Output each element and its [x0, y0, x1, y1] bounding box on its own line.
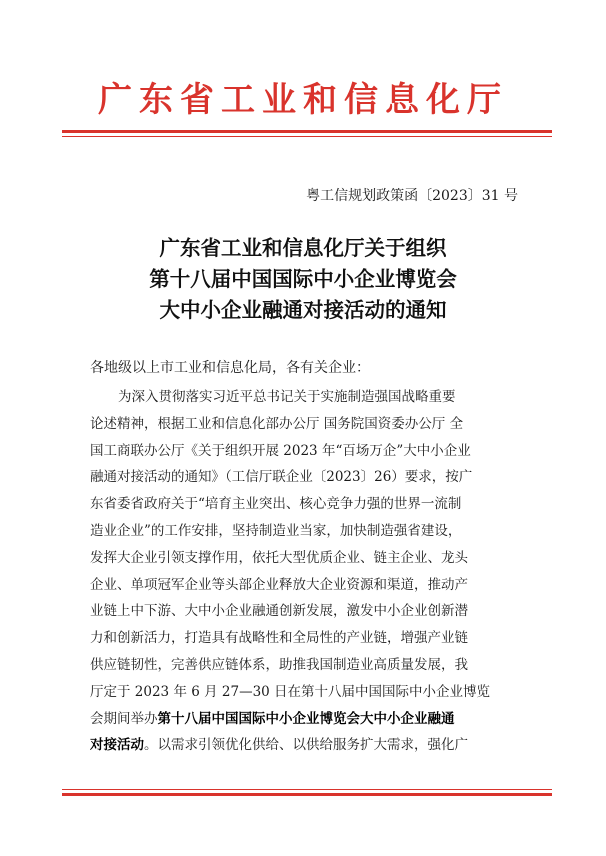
organization-header: 广东省工业和信息化厅 — [98, 80, 508, 120]
header-rule-thick — [62, 130, 552, 133]
event-name-bold: 对接活动 — [90, 737, 144, 754]
body-line: 业链上中下游、大中小企业融通创新发展，激发中小企业创新潜 — [90, 603, 468, 620]
body-line: 发挥大企业引领支撑作用，依托大型优质企业、链主企业、龙头 — [90, 549, 468, 566]
body-line: 企业、单项冠军企业等头部企业释放大企业资源和渠道，推动产 — [90, 576, 468, 593]
salutation: 各地级以上市工业和信息化局，各有关企业： — [90, 360, 370, 376]
body-text-segment: 会期间举办 — [90, 710, 158, 727]
footer-rule-thin — [62, 789, 552, 790]
body-line: 论述精神，根据工业和信息化部办公厅 国务院国资委办公厅 全 — [90, 415, 464, 432]
title-line: 广东省工业和信息化厅关于组织 — [159, 236, 447, 260]
body-line: 融通对接活动的通知》（工信厅联企业〔2023〕26）要求，按广 — [90, 469, 473, 486]
body-paragraph — [90, 384, 530, 759]
body-line: 国工商联办公厅《关于组织开展 2023 年“百场万企”大中小企业 — [90, 442, 471, 459]
footer-rule-thick — [62, 793, 552, 796]
body-line: 为深入贯彻落实习近平总书记关于实施制造强国战略重要 — [118, 389, 456, 405]
event-name-bold: 第十八届中国国际中小企业博览会大中小企业融通 — [157, 710, 455, 727]
body-line: 造业企业”的工作安排，坚持制造业当家，加快制造强省建设， — [90, 522, 462, 539]
body-text-segment: 。以需求引领优化供给、以供给服务扩大需求，强化广 — [144, 737, 468, 754]
title-line: 大中小企业融通对接活动的通知 — [159, 298, 447, 322]
document-title — [0, 233, 606, 326]
body-line: 力和创新活力，打造具有战略性和全局性的产业链，增强产业链 — [90, 630, 468, 647]
title-line: 第十八届中国国际中小企业博览会 — [149, 267, 457, 291]
body-line — [90, 732, 530, 759]
document-number: 粤工信规划政策函〔2023〕31 号 — [306, 188, 518, 204]
body-line: 东省委省政府关于“培育主业突出、核心竞争力强的世界一流制 — [90, 496, 462, 513]
header-rule-thin — [62, 136, 552, 137]
body-line — [90, 706, 530, 733]
body-line: 供应链韧性，完善供应链体系，助推我国制造业高质量发展，我 — [90, 656, 468, 673]
body-line: 厅定于 2023 年 6 月 27—30 日在第十八届中国国际中小企业博览 — [90, 683, 491, 700]
